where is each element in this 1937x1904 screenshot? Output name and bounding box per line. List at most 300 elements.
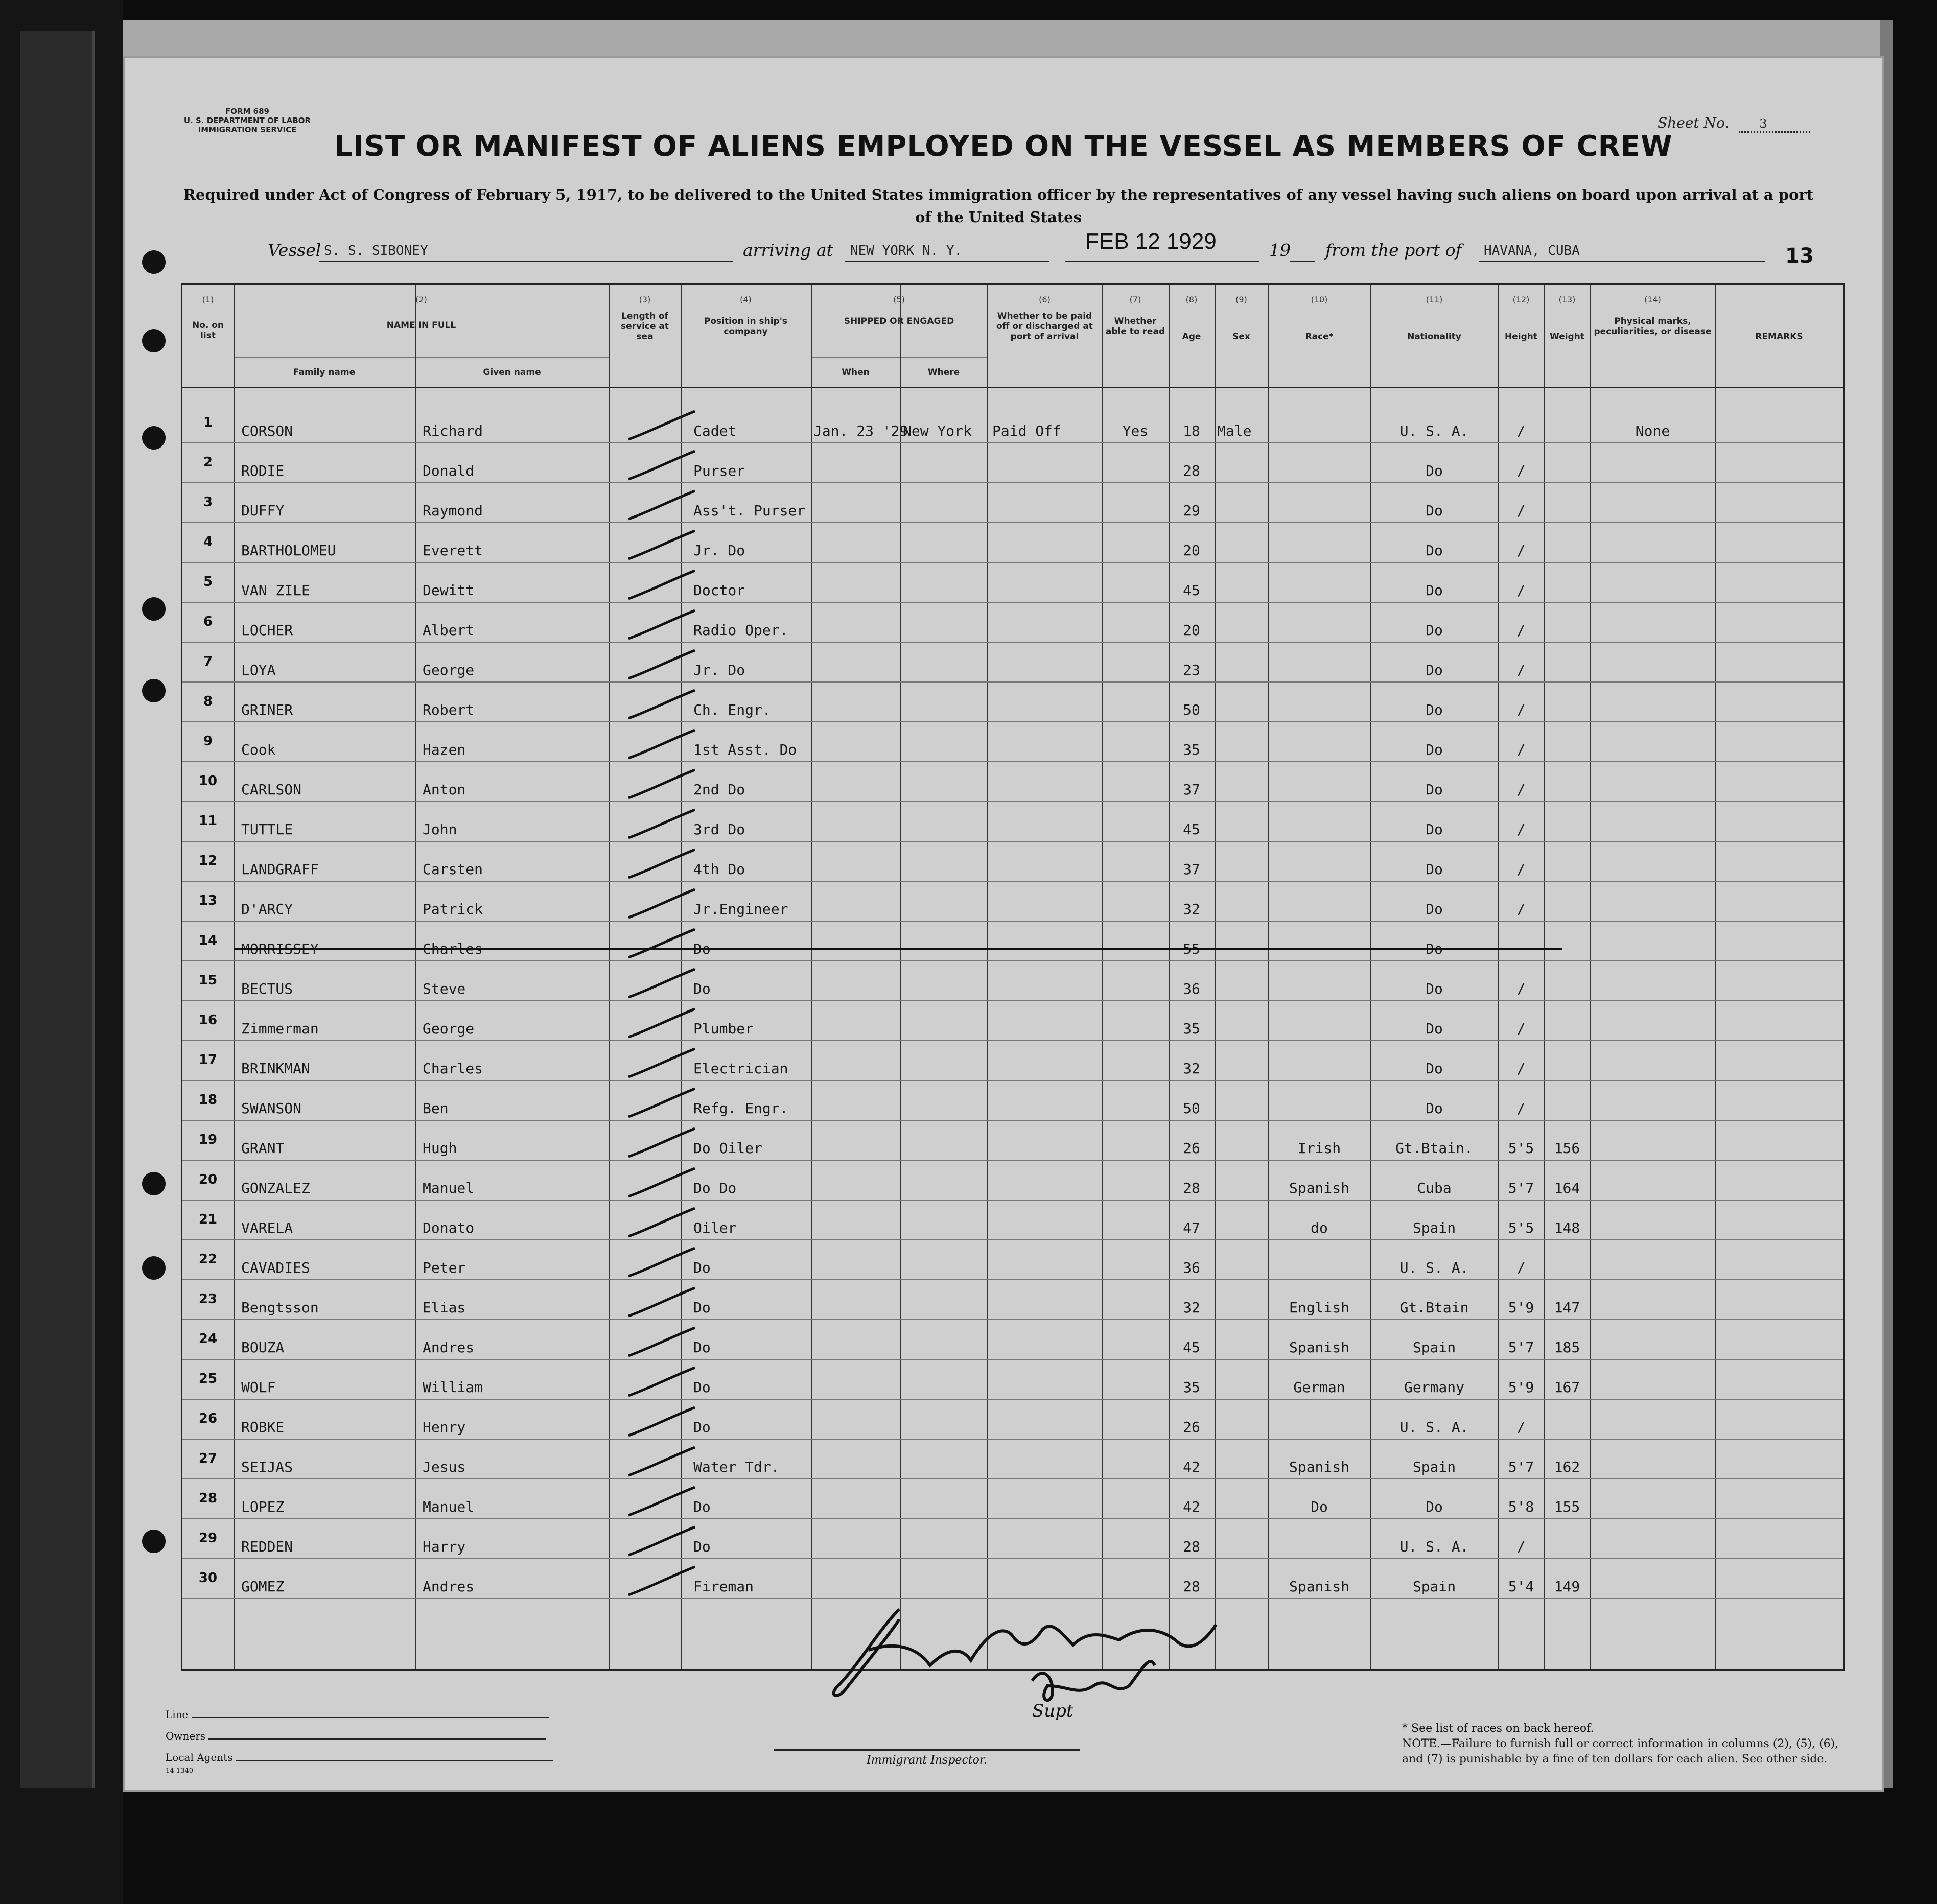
col14-header: Physical marks, peculiarities, or disease [1594, 316, 1712, 337]
date-stamp: FEB 12 1929 [1085, 229, 1217, 254]
row-check-marks [628, 411, 695, 1595]
row-number: 19 [198, 1132, 218, 1147]
given-name-cell: Andres [423, 1339, 475, 1356]
race-cell: Spanish [1289, 1180, 1349, 1196]
height-cell: / [1516, 861, 1526, 878]
nationality-cell: Germany [1404, 1379, 1464, 1396]
height-cell: / [1516, 542, 1526, 559]
col3-header: Length of service at sea [620, 311, 669, 342]
family-name-cell: Cook [241, 741, 276, 758]
nationality-cell: Do [1426, 941, 1443, 957]
position-cell: 4th Do [693, 861, 745, 878]
family-name-cell: DUFFY [241, 502, 285, 519]
race-cell: German [1293, 1379, 1345, 1396]
nationality-cell: Do [1426, 980, 1443, 997]
check-mark [628, 491, 695, 519]
row-number: 26 [198, 1411, 218, 1426]
family-name-cell: LOCHER [241, 622, 293, 639]
height-cell: / [1516, 422, 1526, 439]
from-port-label: from the port of [1325, 240, 1462, 260]
signature-stroke [1032, 1661, 1155, 1700]
check-mark [628, 451, 695, 479]
given-name-cell: Henry [423, 1419, 466, 1436]
year-label: 19 [1269, 240, 1291, 260]
given-name-cell: John [423, 821, 457, 838]
given-name-cell: Hugh [423, 1140, 457, 1157]
check-mark [628, 1208, 695, 1236]
weight-cell: 185 [1554, 1339, 1580, 1356]
sex-cell: Male [1217, 422, 1252, 439]
position-cell: Do [693, 1339, 711, 1356]
row-number: 17 [198, 1052, 218, 1068]
given-name-cell: George [423, 662, 475, 678]
nationality-cell: Do [1426, 1498, 1443, 1515]
row-number: 27 [198, 1451, 218, 1466]
check-mark [628, 1009, 695, 1037]
inspector-signature-line: Immigrant Inspector. [774, 1749, 1080, 1767]
given-name-cell: Elias [423, 1299, 466, 1316]
height-cell: / [1516, 502, 1526, 519]
position-cell: Do [693, 1419, 711, 1436]
nationality-cell: U. S. A. [1399, 422, 1469, 439]
age-cell: 28 [1183, 462, 1200, 479]
family-name-header: Family name [293, 367, 356, 378]
family-name-cell: VAN ZILE [241, 582, 310, 599]
age-cell: 47 [1183, 1219, 1200, 1236]
weight-cell: 149 [1554, 1578, 1580, 1595]
height-cell: 5'5 [1508, 1219, 1534, 1236]
check-mark [628, 1527, 695, 1555]
height-cell: / [1516, 1060, 1526, 1077]
family-name-cell: GOMEZ [241, 1578, 285, 1595]
age-cell: 28 [1183, 1578, 1200, 1595]
height-cell: / [1516, 821, 1526, 838]
nationality-cell: Do [1426, 1100, 1443, 1117]
family-name-cell: LOYA [241, 662, 276, 678]
age-cell: 20 [1183, 542, 1200, 559]
row-number: 7 [203, 654, 213, 669]
check-mark [628, 411, 695, 439]
nationality-cell: Do [1426, 781, 1443, 798]
row-number: 5 [203, 574, 213, 590]
check-mark [628, 929, 695, 957]
vessel-name: S. S. SIBONEY [324, 243, 428, 258]
row-number: 20 [198, 1172, 218, 1187]
row-number: 9 [203, 734, 213, 749]
age-cell: 23 [1183, 662, 1200, 678]
family-name-cell: Bengtsson [241, 1299, 319, 1316]
col7-num: (7) [1129, 295, 1141, 304]
position-cell: Ch. Engr. [693, 701, 771, 718]
check-mark [628, 730, 695, 758]
page-subtitle: Required under Act of Congress of February 5, 1917, to be delivered to the United States immigration officer by the representatives of any vessel having such aliens on board upon arrival at a port of the United States [183, 186, 1814, 226]
penalty-note: NOTE.—Failure to furnish full or correct information in columns (2), (5), (6), and (7) is punishable by a fine of ten dollars for each alien. See other side. [1402, 1737, 1839, 1766]
weight-cell: 147 [1554, 1299, 1580, 1316]
height-cell: 5'7 [1508, 1339, 1534, 1356]
given-name-cell: Ben [423, 1100, 449, 1117]
family-name-cell: BRINKMAN [241, 1060, 310, 1077]
row-number: 22 [198, 1252, 218, 1267]
given-name-cell: Albert [423, 622, 475, 639]
weight-cell: 164 [1554, 1180, 1580, 1196]
nationality-cell: Spain [1412, 1459, 1456, 1475]
nationality-cell: Do [1426, 901, 1443, 918]
nationality-cell: Do [1426, 502, 1443, 519]
sheet-number-value: 3 [1739, 114, 1810, 133]
nationality-cell: Spain [1412, 1578, 1456, 1595]
family-name-cell: BECTUS [241, 980, 293, 997]
row-number: 4 [203, 534, 213, 550]
position-cell: Do [693, 980, 711, 997]
given-name-cell: Everett [423, 542, 483, 559]
col12-num: (12) [1512, 295, 1530, 304]
check-mark [628, 969, 695, 997]
col7-header: Whether able to read [1105, 316, 1165, 337]
signature-title: Supt [1032, 1701, 1073, 1721]
col2-num: (2) [415, 295, 427, 304]
race-cell: Spanish [1289, 1578, 1349, 1595]
given-name-cell: William [423, 1379, 483, 1396]
nationality-cell: Cuba [1417, 1180, 1452, 1196]
position-cell: Cadet [693, 422, 737, 439]
height-cell: 5'5 [1508, 1140, 1534, 1157]
age-cell: 35 [1183, 1379, 1200, 1396]
position-cell: Do [693, 1379, 711, 1396]
age-cell: 50 [1183, 1100, 1200, 1117]
col9-num: (9) [1235, 295, 1247, 304]
check-mark [628, 1168, 695, 1196]
given-name-cell: Dewitt [423, 582, 475, 599]
arriving-label: arriving at [743, 240, 833, 260]
age-cell: 45 [1183, 582, 1200, 599]
position-cell: 1st Asst. Do [693, 741, 797, 758]
height-cell: / [1516, 781, 1526, 798]
race-cell: English [1289, 1299, 1349, 1316]
age-cell: 20 [1183, 622, 1200, 639]
given-name-cell: Patrick [423, 901, 483, 918]
col11-header: Nationality [1407, 332, 1461, 342]
given-name-cell: Robert [423, 701, 475, 718]
given-name-cell: Harry [423, 1538, 466, 1555]
family-name-cell: LANDGRAFF [241, 861, 319, 878]
row-number: 28 [198, 1491, 218, 1506]
height-cell: / [1516, 622, 1526, 639]
position-cell: Plumber [693, 1020, 754, 1037]
nationality-cell: Do [1426, 1060, 1443, 1077]
age-cell: 32 [1183, 1299, 1200, 1316]
arriving-port: NEW YORK N. Y. [850, 243, 963, 258]
nationality-cell: Do [1426, 741, 1443, 758]
race-cell: Irish [1297, 1140, 1341, 1157]
height-cell: / [1516, 662, 1526, 678]
nationality-cell: Do [1426, 662, 1443, 678]
row-number: 21 [198, 1212, 218, 1227]
age-cell: 26 [1183, 1140, 1200, 1157]
row-number: 18 [198, 1092, 218, 1108]
given-name-cell: Charles [423, 1060, 483, 1077]
position-cell: Purser [693, 462, 745, 479]
race-cell: Do [1311, 1498, 1328, 1515]
age-cell: 29 [1183, 502, 1200, 519]
family-name-cell: Zimmerman [241, 1020, 319, 1037]
page-number: 13 [1785, 244, 1814, 268]
height-cell: / [1516, 1100, 1526, 1117]
position-cell: Water Tdr. [693, 1459, 780, 1475]
row-number: 13 [198, 893, 218, 908]
age-cell: 28 [1183, 1180, 1200, 1196]
check-mark [628, 1248, 695, 1276]
family-name-cell: CORSON [241, 422, 293, 439]
age-cell: 18 [1183, 422, 1200, 439]
height-cell: / [1516, 980, 1526, 997]
family-name-cell: BOUZA [241, 1339, 285, 1356]
col1-header: No. on list [192, 320, 224, 341]
age-cell: 32 [1183, 1060, 1200, 1077]
check-mark [628, 1487, 695, 1515]
where-header: Where [927, 367, 960, 378]
age-cell: 42 [1183, 1498, 1200, 1515]
col1-num: (1) [202, 295, 214, 304]
position-cell: Do [693, 941, 711, 957]
height-cell: / [1516, 582, 1526, 599]
nationality-cell: Do [1426, 462, 1443, 479]
row-number: 6 [203, 614, 213, 629]
age-cell: 32 [1183, 901, 1200, 918]
position-cell: Doctor [693, 582, 745, 599]
position-cell: Ass't. Purser [693, 502, 806, 519]
agents-field: Local Agents [166, 1751, 553, 1764]
age-cell: 36 [1183, 980, 1200, 997]
height-cell: / [1516, 701, 1526, 718]
row-number: 10 [198, 773, 218, 789]
nationality-cell: U. S. A. [1399, 1419, 1469, 1436]
family-name-cell: LOPEZ [241, 1498, 285, 1515]
col4-header: Position in ship's company [704, 316, 788, 337]
family-name-cell: VARELA [241, 1219, 293, 1236]
given-name-cell: Richard [423, 422, 483, 439]
check-mark [628, 1328, 695, 1356]
remarks-header: REMARKS [1755, 332, 1803, 342]
weight-cell: 167 [1554, 1379, 1580, 1396]
weight-cell: 155 [1554, 1498, 1580, 1515]
col6-num: (6) [1039, 295, 1051, 304]
check-mark [628, 810, 695, 838]
given-name-cell: Peter [423, 1259, 466, 1276]
row-number: 15 [198, 973, 218, 988]
physical-marks-cell: None [1635, 422, 1670, 439]
col14-num: (14) [1644, 295, 1661, 304]
check-mark [628, 1567, 695, 1595]
height-cell: 5'8 [1508, 1498, 1534, 1515]
given-name-cell: Hazen [423, 741, 466, 758]
given-name-cell: Carsten [423, 861, 483, 878]
owners-field: Owners [166, 1730, 546, 1742]
height-cell: 5'9 [1508, 1379, 1534, 1396]
family-name-cell: GRANT [241, 1140, 285, 1157]
nationality-cell: U. S. A. [1399, 1259, 1469, 1276]
col12-header: Height [1505, 332, 1537, 342]
signature-stroke [869, 1625, 1216, 1665]
given-name-cell: Jesus [423, 1459, 466, 1475]
position-cell: Oiler [693, 1219, 737, 1236]
family-name-cell: CAVADIES [241, 1259, 310, 1276]
col4-num: (4) [740, 295, 752, 304]
height-cell: 5'9 [1508, 1299, 1534, 1316]
family-name-cell: WOLF [241, 1379, 276, 1396]
family-name-cell: MORRISSEY [241, 941, 319, 957]
race-cell: do [1311, 1219, 1328, 1236]
position-cell: Fireman [693, 1578, 754, 1595]
row-number: 12 [198, 853, 218, 868]
nationality-cell: Do [1426, 542, 1443, 559]
position-cell: Jr. Do [693, 662, 745, 678]
given-name-cell: Donald [423, 462, 475, 479]
shipped-where-cell: New York [903, 422, 972, 439]
weight-cell: 156 [1554, 1140, 1580, 1157]
nationality-cell: Do [1426, 701, 1443, 718]
col8-header: Age [1182, 332, 1201, 342]
row-number: 14 [198, 933, 218, 948]
given-name-cell: Manuel [423, 1180, 475, 1196]
col3-num: (3) [639, 295, 651, 304]
check-mark [628, 889, 695, 918]
family-name-cell: GRINER [241, 701, 293, 718]
race-cell: Spanish [1289, 1339, 1349, 1356]
given-name-cell: George [423, 1020, 475, 1037]
given-name-cell: Raymond [423, 502, 483, 519]
position-cell: Radio Oper. [693, 622, 788, 639]
nationality-cell: Gt.Btain [1399, 1299, 1469, 1316]
race-footnote: * See list of races on back hereof. [1402, 1722, 1594, 1735]
age-cell: 50 [1183, 701, 1200, 718]
col13-num: (13) [1558, 295, 1576, 304]
age-cell: 28 [1183, 1538, 1200, 1555]
position-cell: Jr.Engineer [693, 901, 788, 918]
nationality-cell: Do [1426, 861, 1443, 878]
given-name-header: Given name [483, 367, 541, 378]
age-cell: 37 [1183, 781, 1200, 798]
form-code: 14-1340 [166, 1767, 194, 1775]
check-mark [628, 1407, 695, 1436]
able-to-read-cell: Yes [1122, 422, 1149, 439]
row-number: 1 [203, 415, 213, 430]
when-header: When [842, 367, 870, 378]
col11-num: (11) [1426, 295, 1443, 304]
check-mark [628, 1129, 695, 1157]
family-name-cell: BARTHOLOMEU [241, 542, 336, 559]
family-name-cell: ROBKE [241, 1419, 285, 1436]
given-name-cell: Charles [423, 941, 483, 957]
line-field: Line [166, 1708, 549, 1721]
height-cell: / [1516, 901, 1526, 918]
position-cell: Do Do [693, 1180, 737, 1196]
page-title: LIST OR MANIFEST OF ALIENS EMPLOYED ON THE VESSEL AS MEMBERS OF CREW [334, 130, 1673, 163]
check-mark [628, 1447, 695, 1475]
nationality-cell: Gt.Btain. [1395, 1140, 1473, 1157]
col5-num: (5) [893, 295, 905, 304]
position-cell: Do Oiler [693, 1140, 762, 1157]
row-number: 30 [198, 1570, 218, 1586]
check-mark [628, 571, 695, 599]
height-cell: / [1516, 1419, 1526, 1436]
check-mark [628, 610, 695, 639]
position-cell: 3rd Do [693, 821, 745, 838]
nationality-cell: Do [1426, 821, 1443, 838]
age-cell: 36 [1183, 1259, 1200, 1276]
col9-header: Sex [1232, 332, 1250, 342]
check-mark [628, 850, 695, 878]
service: IMMIGRATION SERVICE [198, 125, 297, 134]
height-cell: / [1516, 1259, 1526, 1276]
col6-header: Whether to be paid off or discharged at port of arrival [996, 311, 1093, 342]
given-name-cell: Andres [423, 1578, 475, 1595]
family-name-cell: SWANSON [241, 1100, 302, 1117]
position-cell: Electrician [693, 1060, 788, 1077]
nationality-cell: Do [1426, 1020, 1443, 1037]
row-number: 8 [203, 694, 213, 709]
check-mark [628, 770, 695, 798]
nationality-cell: Spain [1412, 1339, 1456, 1356]
shipped-when-cell: Jan. 23 '29 [813, 422, 908, 439]
row-number: 16 [198, 1013, 218, 1028]
check-mark [628, 1288, 695, 1316]
age-cell: 42 [1183, 1459, 1200, 1475]
col2-header: NAME IN FULL [386, 320, 456, 331]
age-cell: 45 [1183, 821, 1200, 838]
race-cell: Spanish [1289, 1459, 1349, 1475]
check-mark [628, 531, 695, 559]
check-mark [628, 690, 695, 718]
vessel-label: Vessel [268, 240, 321, 260]
position-cell: Do [693, 1299, 711, 1316]
position-cell: Do [693, 1498, 711, 1515]
col5-header: SHIPPED OR ENGAGED [844, 316, 954, 326]
row-number: 2 [203, 455, 213, 470]
family-name-cell: SEIJAS [241, 1459, 293, 1475]
nationality-cell: U. S. A. [1399, 1538, 1469, 1555]
row-number: 29 [198, 1531, 218, 1546]
family-name-cell: CARLSON [241, 781, 302, 798]
row-number: 24 [198, 1331, 218, 1347]
paid-off-cell: Paid Off [992, 422, 1061, 439]
nationality-cell: Do [1426, 582, 1443, 599]
height-cell: 5'4 [1508, 1578, 1534, 1595]
department: U. S. DEPARTMENT OF LABOR [183, 116, 311, 125]
check-mark [628, 1089, 695, 1117]
check-mark [628, 1049, 695, 1077]
position-cell: 2nd Do [693, 781, 745, 798]
form-number: FORM 689 [225, 107, 269, 116]
family-name-cell: REDDEN [241, 1538, 293, 1555]
position-cell: Do [693, 1259, 711, 1276]
height-cell: / [1516, 741, 1526, 758]
height-cell: / [1516, 1020, 1526, 1037]
height-cell: 5'7 [1508, 1459, 1534, 1475]
col13-header: Weight [1550, 332, 1584, 342]
age-cell: 26 [1183, 1419, 1200, 1436]
age-cell: 55 [1183, 941, 1200, 957]
weight-cell: 148 [1554, 1219, 1580, 1236]
check-mark [628, 650, 695, 678]
row-number: 11 [198, 813, 218, 829]
height-cell: / [1516, 1538, 1526, 1555]
row-number: 23 [198, 1291, 218, 1307]
from-port: HAVANA, CUBA [1484, 243, 1580, 258]
age-cell: 45 [1183, 1339, 1200, 1356]
row-number: 3 [203, 495, 213, 510]
height-cell: / [1516, 462, 1526, 479]
nationality-cell: Spain [1412, 1219, 1456, 1236]
